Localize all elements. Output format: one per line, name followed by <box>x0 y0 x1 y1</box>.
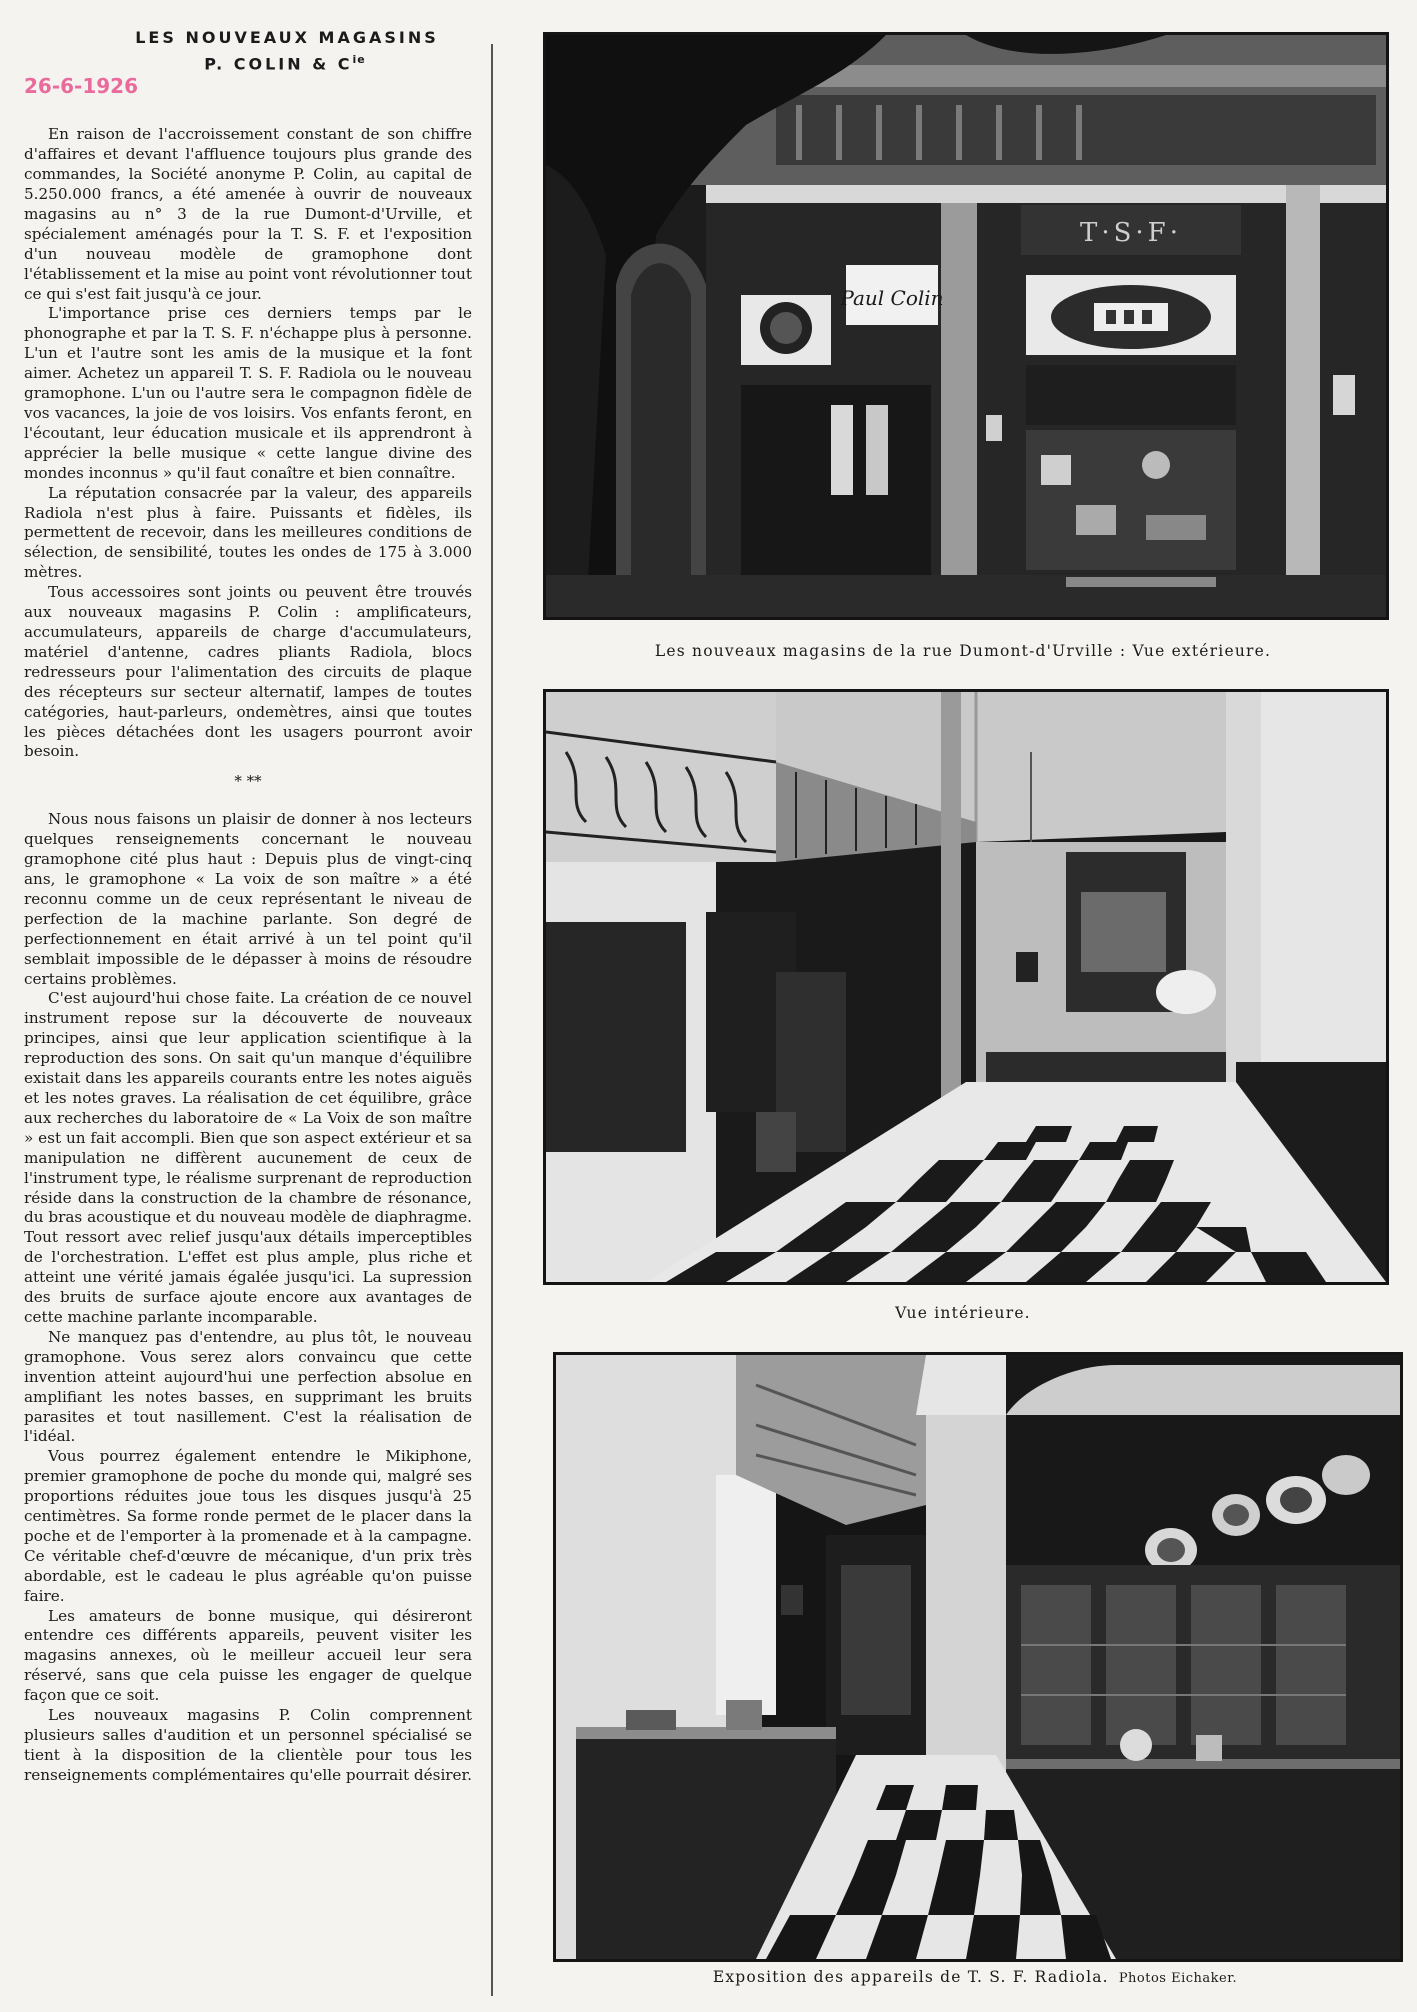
paragraph: C'est aujourd'hui chose faite. La création de ce nouvel instrument repose sur la découverte de nouveaux principes, ainsi que leur application scientifique à la reproduction des sons. On sait qu'un manque d'équilibre existait dans les appareils courants entre les notes aiguës et les notes graves. La réalisation de cet équilibre, grâce aux recherches du laboratoire de « La Voix de son maître » est un fait accompli. Bien que son aspect extérieur et sa manipulation ne diffèrent aucunement de ceux de l'instrument type, le réalisme surprenant de reproduction réside dans la construction de la chambre de résonance, du bras acoustique et du nouveau modèle de diaphragme. Tout ressort avec relief jusqu'aux détails imperceptibles de l'orchestration. L'effet est plus ample, plus riche et atteint une vérité jamais égalée jusqu'ici. La supression des bruits de surface ajoute encore aux avantages de cette machine parlante incomparable. <box>24 989 472 1326</box>
article-title-line1: LES NOUVEAUX MAGASINS <box>135 28 439 47</box>
photo-exhibit <box>553 1352 1403 1962</box>
paragraph: Vous pourrez également entendre le Mikiphone, premier gramophone de poche du monde qui, malgré ses proportions réduites joue tous les disques jusqu'à 25 centimètres. Sa forme ronde permet de le placer dans la poche et de l'emporter à la promenade et à la campagne. Ce véritable chef-d'œuvre de mécanique, d'un prix très abordable, est le cadeau le plus agréable qu'on puisse faire. <box>24 1447 472 1605</box>
section-separator: * ** <box>234 772 262 791</box>
photo-credit: Photos Eichaker. <box>1118 1971 1238 1986</box>
caption-exhibit <box>553 1968 1397 1986</box>
title-company-name: P. COLIN & C <box>204 54 353 74</box>
exhibit-illustration <box>556 1355 1400 1959</box>
paragraph: Les amateurs de bonne musique, qui désireront entendre ces différents appareils, peuvent visiter les magasins annexes, où le meilleur accueil leur sera réservé, sans que cela puisse les engager de quelque façon que ce soit. <box>24 1606 472 1705</box>
column-divider <box>491 44 493 1996</box>
photo-interior <box>543 689 1389 1285</box>
interior-illustration <box>546 692 1386 1282</box>
sign-tsf: T·S·F· <box>1080 218 1182 248</box>
photo-exterior <box>543 32 1389 620</box>
sign-shop-name: Paul Colin <box>840 286 944 310</box>
article-body <box>24 125 472 1785</box>
paragraph: Tous accessoires sont joints ou peuvent être trouvés aux nouveaux magasins P. Colin : amplificateurs, accumulateurs, appareils de charge d'accumulateurs, matériel d'antenne, cadres pliants Radiola, blocs redresseurs pour l'alimentation des circuits de plaque des récepteurs sur secteur alternatif, lampes de toutes catégories, haut-parleurs, ondemètres, ainsi que toutes les pièces détachées dont les usagers pourront avoir besoin. <box>24 583 472 761</box>
article-title-line2 <box>98 53 472 73</box>
caption-exterior: Les nouveaux magasins de la rue Dumont-d'Urville : Vue extérieure. <box>654 642 1272 660</box>
paragraph: La réputation consacrée par la valeur, des appareils Radiola n'est plus à faire. Puissants et fidèles, ils permettent de recevoir, dans les meilleures conditions de sélection, de sensibilité, toutes les ondes de 175 à 3.000 mètres. <box>24 483 472 582</box>
paragraph: L'importance prise ces derniers temps par le phonographe et par la T. S. F. n'échappe plus à personne. L'un et l'autre sont les amis de la musique et la font aimer. Achetez un appareil T. S. F. Radiola ou le nouveau gramophone. L'un ou l'autre sera le compagnon fidèle de vos vacances, la joie de vos loisirs. Vos enfants feront, en l'écoutant, leur éducation musicale et ils apprendront à apprécier la belle musique « cette langue divine des mondes inconnus » qu'il faut conaître et bien connaître. <box>24 304 472 482</box>
article-column <box>24 28 472 1786</box>
storefront-illustration <box>546 35 1386 617</box>
caption-interior: Vue intérieure. <box>895 1304 1031 1322</box>
title-company-suffix: ie <box>352 53 366 66</box>
caption-exhibit-text: Exposition des appareils de T. S. F. Radiola. <box>712 1968 1109 1986</box>
paragraph: Nous nous faisons un plaisir de donner à nos lecteurs quelques renseignements concernant le nouveau gramophone cité plus haut : Depuis plus de vingt-cinq ans, le gramophone « La voix de son maître » a été reconnu comme un de ceux représentant le niveau de perfection de la machine parlante. Son degré de perfectionnement en était arrivé à un tel point qu'il semblait impossible de le dépasser à moins de résoudre certains problèmes. <box>24 810 472 988</box>
date-stamp: 26-6-1926 <box>24 74 139 98</box>
paragraph: Ne manquez pas d'entendre, au plus tôt, le nouveau gramophone. Vous serez alors convaincu que cette invention atteint aujourd'hui une perfection absolue en amplifiant les notes basses, en supprimant les bruits parasites et tout nasillement. C'est la réalisation de l'idéal. <box>24 1327 472 1446</box>
paragraph: En raison de l'accroissement constant de son chiffre d'affaires et devant l'affluence toujours plus grande des commandes, la Société anonyme P. Colin, au capital de 5.250.000 francs, a été amenée à ouvrir de nouveaux magasins au n° 3 de la rue Dumont-d'Urville, et spécialement aménagés pour la T. S. F. et l'exposition d'un nouveau modèle de gramophone dont l'établissement et la mise au point vont révolutionner tout ce qui s'est fait jusqu'à ce jour. <box>24 125 472 303</box>
paragraph: Les nouveaux magasins P. Colin comprennent plusieurs salles d'audition et un personnel spécialisé se tient à la disposition de la clientèle pour tous les renseignements complémentaires qu'elle pourrait désirer. <box>24 1706 472 1784</box>
